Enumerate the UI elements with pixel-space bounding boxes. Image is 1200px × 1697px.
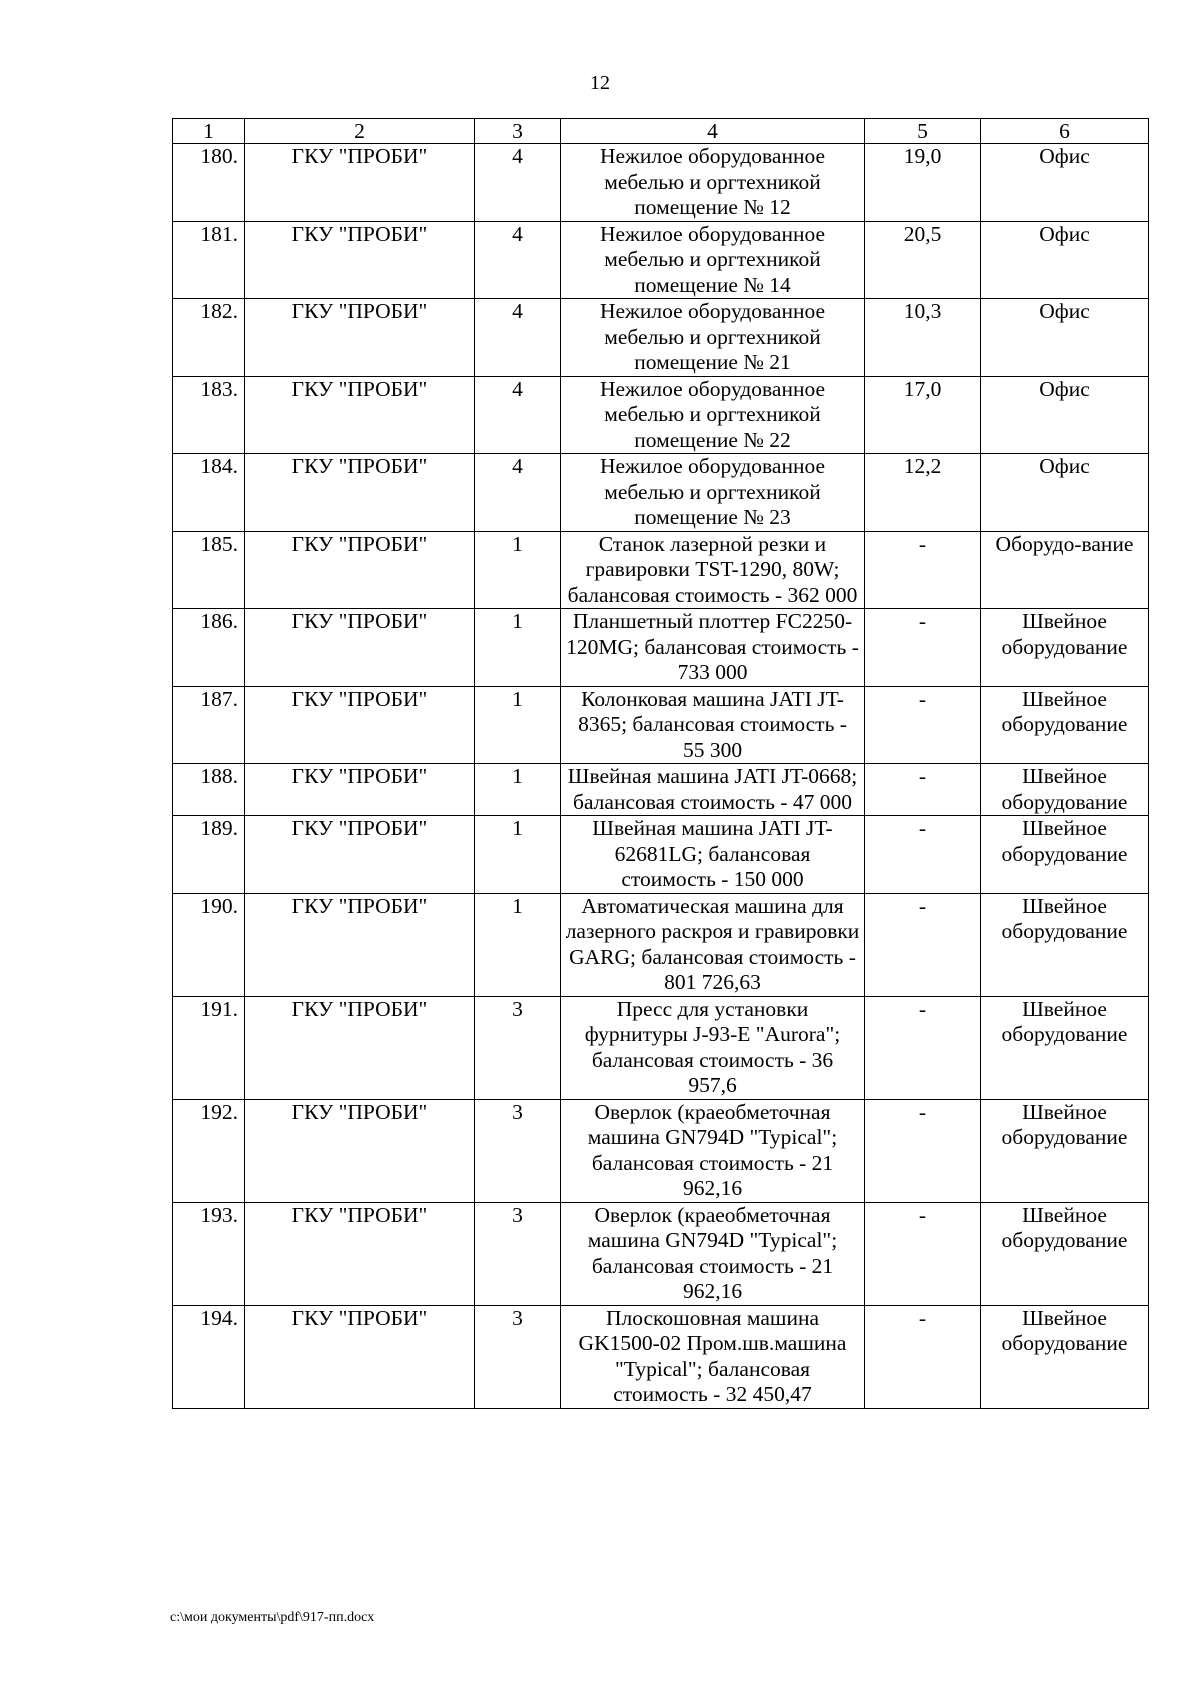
description-cell: Пресс для установки фурнитуры J-93-E "Aurora"; балансовая стоимость - 36 957,6 — [561, 996, 865, 1099]
purpose-cell: Швейное оборудование — [981, 1099, 1149, 1202]
row-number: 184. — [173, 454, 245, 532]
organization-cell: ГКУ "ПРОБИ" — [245, 609, 475, 687]
table-row — [173, 686, 1149, 764]
row-number: 182. — [173, 299, 245, 377]
row-number: 186. — [173, 609, 245, 687]
row-number: 187. — [173, 686, 245, 764]
purpose-cell: Швейное оборудование — [981, 816, 1149, 894]
header-cell: 6 — [981, 119, 1149, 144]
organization-cell: ГКУ "ПРОБИ" — [245, 1202, 475, 1305]
description-cell: Швейная машина JATI JT-0668; балансовая стоимость - 47 000 — [561, 764, 865, 816]
column-3-cell: 3 — [475, 996, 561, 1099]
table-row — [173, 376, 1149, 454]
table-row — [173, 996, 1149, 1099]
organization-cell: ГКУ "ПРОБИ" — [245, 893, 475, 996]
row-number: 180. — [173, 144, 245, 222]
column-3-cell: 3 — [475, 1099, 561, 1202]
purpose-cell: Офис — [981, 376, 1149, 454]
organization-cell: ГКУ "ПРОБИ" — [245, 299, 475, 377]
row-number: 193. — [173, 1202, 245, 1305]
area-cell: - — [865, 531, 981, 609]
area-cell: - — [865, 609, 981, 687]
table-row — [173, 531, 1149, 609]
row-number: 183. — [173, 376, 245, 454]
table-row — [173, 1305, 1149, 1408]
organization-cell: ГКУ "ПРОБИ" — [245, 996, 475, 1099]
area-cell: - — [865, 1202, 981, 1305]
header-cell: 1 — [173, 119, 245, 144]
column-3-cell: 1 — [475, 531, 561, 609]
table-row — [173, 299, 1149, 377]
purpose-cell: Оборудо-вание — [981, 531, 1149, 609]
description-cell: Автоматическая машина для лазерного раскроя и гравировки GARG; балансовая стоимость - 801 726,63 — [561, 893, 865, 996]
organization-cell: ГКУ "ПРОБИ" — [245, 531, 475, 609]
description-cell: Нежилое оборудованное мебелью и оргтехникой помещение № 22 — [561, 376, 865, 454]
area-cell: 19,0 — [865, 144, 981, 222]
description-cell: Нежилое оборудованное мебелью и оргтехникой помещение № 23 — [561, 454, 865, 532]
column-3-cell: 3 — [475, 1202, 561, 1305]
organization-cell: ГКУ "ПРОБИ" — [245, 686, 475, 764]
header-cell: 5 — [865, 119, 981, 144]
table-row — [173, 893, 1149, 996]
description-cell: Оверлок (краеобметочная машина GN794D "Typical"; балансовая стоимость - 21 962,16 — [561, 1202, 865, 1305]
column-3-cell: 1 — [475, 764, 561, 816]
description-cell: Оверлок (краеобметочная машина GN794D "Typical"; балансовая стоимость - 21 962,16 — [561, 1099, 865, 1202]
description-cell: Нежилое оборудованное мебелью и оргтехникой помещение № 21 — [561, 299, 865, 377]
purpose-cell: Швейное оборудование — [981, 893, 1149, 996]
header-cell: 3 — [475, 119, 561, 144]
organization-cell: ГКУ "ПРОБИ" — [245, 376, 475, 454]
area-cell: 17,0 — [865, 376, 981, 454]
purpose-cell: Офис — [981, 299, 1149, 377]
organization-cell: ГКУ "ПРОБИ" — [245, 221, 475, 299]
description-cell: Швейная машина JATI JT-62681LG; балансовая стоимость - 150 000 — [561, 816, 865, 894]
row-number: 194. — [173, 1305, 245, 1408]
table-row — [173, 221, 1149, 299]
description-cell: Плоскошовная машина GK1500-02 Пром.шв.машина "Typical"; балансовая стоимость - 32 450,47 — [561, 1305, 865, 1408]
area-cell: - — [865, 764, 981, 816]
table-row — [173, 764, 1149, 816]
table-row — [173, 816, 1149, 894]
column-3-cell: 1 — [475, 686, 561, 764]
purpose-cell: Швейное оборудование — [981, 686, 1149, 764]
purpose-cell: Швейное оборудование — [981, 1305, 1149, 1408]
column-3-cell: 4 — [475, 376, 561, 454]
area-cell: 10,3 — [865, 299, 981, 377]
description-cell: Нежилое оборудованное мебелью и оргтехникой помещение № 14 — [561, 221, 865, 299]
row-number: 192. — [173, 1099, 245, 1202]
header-cell: 4 — [561, 119, 865, 144]
area-cell: - — [865, 893, 981, 996]
page-number: 12 — [590, 72, 610, 94]
header-cell: 2 — [245, 119, 475, 144]
property-table — [172, 118, 1149, 1409]
row-number: 181. — [173, 221, 245, 299]
area-cell: - — [865, 1305, 981, 1408]
column-3-cell: 4 — [475, 221, 561, 299]
organization-cell: ГКУ "ПРОБИ" — [245, 1305, 475, 1408]
column-3-cell: 3 — [475, 1305, 561, 1408]
row-number: 185. — [173, 531, 245, 609]
purpose-cell: Швейное оборудование — [981, 764, 1149, 816]
table-row — [173, 609, 1149, 687]
row-number: 188. — [173, 764, 245, 816]
area-cell: - — [865, 686, 981, 764]
footer-file-path: c:\мои документы\pdf\917-пп.docx — [170, 1610, 375, 1625]
table-row — [173, 1099, 1149, 1202]
column-3-cell: 4 — [475, 454, 561, 532]
purpose-cell: Офис — [981, 221, 1149, 299]
column-3-cell: 1 — [475, 609, 561, 687]
purpose-cell: Швейное оборудование — [981, 609, 1149, 687]
description-cell: Станок лазерной резки и гравировки TST-1290, 80W; балансовая стоимость - 362 000 — [561, 531, 865, 609]
table-row — [173, 144, 1149, 222]
purpose-cell: Офис — [981, 144, 1149, 222]
area-cell: - — [865, 816, 981, 894]
organization-cell: ГКУ "ПРОБИ" — [245, 764, 475, 816]
row-number: 191. — [173, 996, 245, 1099]
description-cell: Планшетный плоттер FC2250-120MG; балансовая стоимость - 733 000 — [561, 609, 865, 687]
column-3-cell: 1 — [475, 816, 561, 894]
area-cell: - — [865, 1099, 981, 1202]
column-3-cell: 1 — [475, 893, 561, 996]
table-row — [173, 454, 1149, 532]
purpose-cell: Офис — [981, 454, 1149, 532]
area-cell: - — [865, 996, 981, 1099]
organization-cell: ГКУ "ПРОБИ" — [245, 144, 475, 222]
purpose-cell: Швейное оборудование — [981, 996, 1149, 1099]
area-cell: 20,5 — [865, 221, 981, 299]
area-cell: 12,2 — [865, 454, 981, 532]
purpose-cell: Швейное оборудование — [981, 1202, 1149, 1305]
description-cell: Колонковая машина JATI JT-8365; балансовая стоимость - 55 300 — [561, 686, 865, 764]
row-number: 189. — [173, 816, 245, 894]
table-row — [173, 1202, 1149, 1305]
column-3-cell: 4 — [475, 144, 561, 222]
description-cell: Нежилое оборудованное мебелью и оргтехникой помещение № 12 — [561, 144, 865, 222]
row-number: 190. — [173, 893, 245, 996]
organization-cell: ГКУ "ПРОБИ" — [245, 454, 475, 532]
organization-cell: ГКУ "ПРОБИ" — [245, 816, 475, 894]
table-header-row — [173, 119, 1149, 144]
organization-cell: ГКУ "ПРОБИ" — [245, 1099, 475, 1202]
column-3-cell: 4 — [475, 299, 561, 377]
